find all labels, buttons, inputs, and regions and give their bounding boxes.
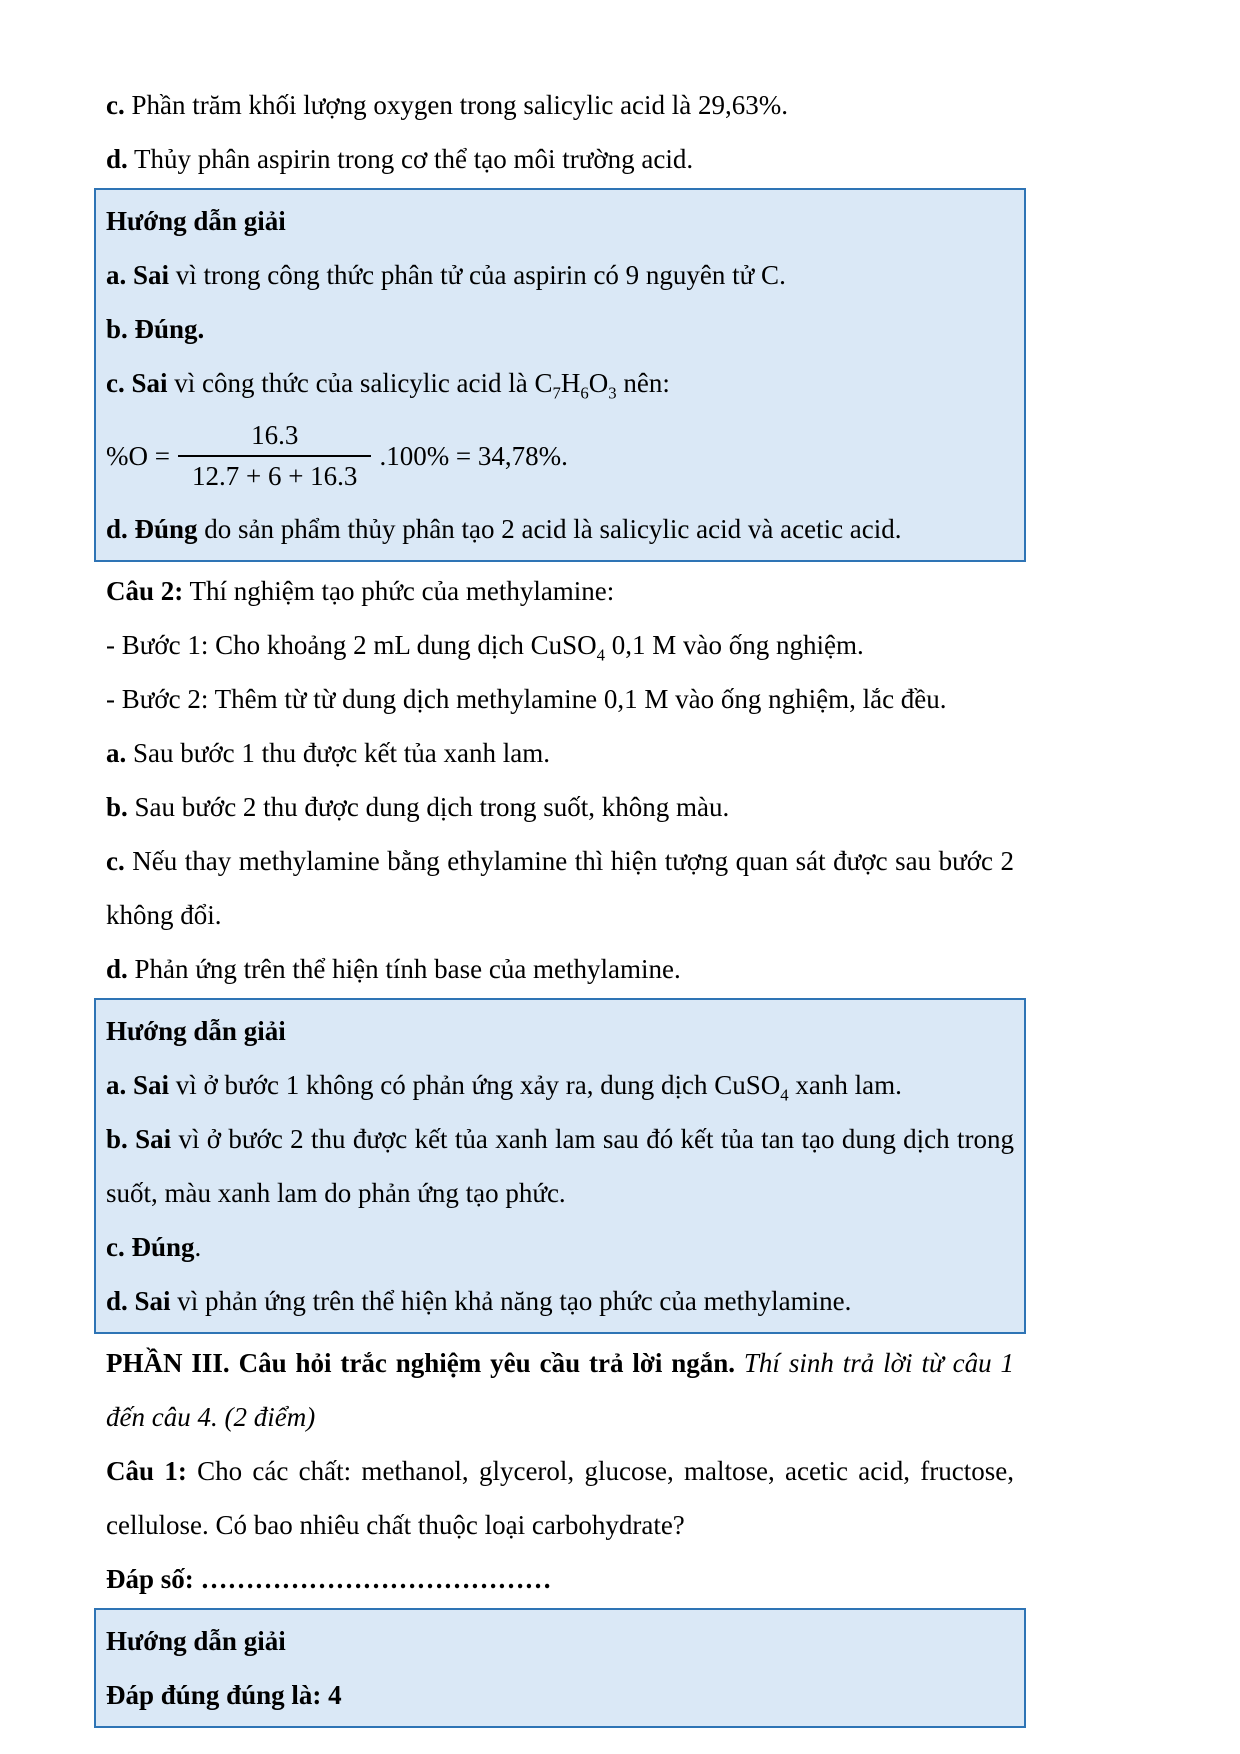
paragraph — [106, 1220, 1014, 1274]
paragraph — [106, 78, 1014, 132]
fraction — [178, 416, 371, 496]
solution-box — [94, 188, 1026, 562]
text-run: vì phản ứng trên thể hiện khả năng tạo phức của methylamine. — [170, 1286, 852, 1317]
text-run: c. Sai — [106, 368, 168, 398]
text-run: vì ở bước 2 thu được kết tủa xanh lam sau đó kết tủa tan tạo dung dịch trong suốt, màu xanh lam do phản ứng tạo phức. — [106, 1124, 1014, 1209]
text-run: Nếu thay methylamine bằng ethylamine thì hiện tượng quan sát được sau bước 2 không đổi. — [106, 846, 1014, 931]
paragraph — [106, 502, 1014, 556]
text-run: Sau bước 1 thu được kết tủa xanh lam. — [126, 738, 550, 769]
text-run: Phản ứng trên thể hiện tính base của methylamine. — [127, 954, 681, 985]
text-run: b. Đúng. — [106, 314, 205, 344]
text-run: c. Đúng — [106, 1232, 195, 1263]
paragraph — [106, 356, 1014, 410]
text-run: Hướng dẫn giải — [106, 1626, 286, 1657]
paragraph — [106, 1058, 1014, 1112]
paragraph — [106, 834, 1014, 942]
section-heading — [106, 1336, 1014, 1444]
text-run: vì công thức của salicylic acid là C — [167, 368, 553, 398]
text-run: Thủy phân aspirin trong cơ thể tạo môi trường acid. — [127, 144, 694, 174]
solution-title — [106, 194, 1014, 248]
text-run: a. — [106, 738, 127, 769]
text-run: vì ở bước 1 không có phản ứng xảy ra, dung dịch CuSO — [169, 1070, 781, 1101]
paragraph — [106, 302, 1014, 356]
text-run: a. Sai — [106, 260, 170, 290]
paragraph — [106, 618, 1014, 672]
text-run: xanh lam. — [788, 1070, 902, 1101]
paragraph — [106, 726, 1014, 780]
fraction-denominator: 12.7 + 6 + 16.3 — [178, 455, 371, 496]
paragraph — [106, 248, 1014, 302]
text-run: - Bước 1: Cho khoảng 2 mL dung dịch CuSO — [106, 630, 597, 661]
text-run: d. Đúng — [106, 514, 198, 545]
text-run: d. — [106, 954, 128, 985]
text-run: H — [560, 368, 581, 398]
paragraph — [106, 672, 1014, 726]
text-run: - Bước 2: Thêm từ từ dung dịch methylamine 0,1 M vào ống nghiệm, lắc đều. — [106, 684, 947, 715]
formula-lead: %O = — [106, 440, 170, 471]
text-run: nên: — [616, 368, 670, 398]
paragraph — [106, 132, 1014, 186]
text-run: a. Sai — [106, 1070, 170, 1101]
subscript: 6 — [580, 383, 589, 403]
text-run: Câu 2: — [106, 576, 184, 607]
subscript: 3 — [608, 383, 617, 403]
document-body — [106, 78, 1014, 1728]
solution-title — [106, 1004, 1014, 1058]
subscript: 4 — [596, 645, 606, 665]
text-run: b. Sai — [106, 1124, 172, 1155]
paragraph — [106, 942, 1014, 996]
text-run: Thí sinh trả lời từ câu 1 đến câu 4. (2 điểm) — [106, 1348, 1014, 1433]
text-run: Sau bước 2 thu được dung dịch trong suốt, không màu. — [127, 792, 730, 823]
text-run: c. — [106, 90, 125, 120]
text-run: d. Sai — [106, 1286, 171, 1317]
text-run: c. — [106, 846, 125, 877]
answer-line — [106, 1552, 1014, 1606]
subscript: 7 — [552, 383, 561, 403]
paragraph — [106, 1112, 1014, 1220]
math-formula — [106, 416, 1014, 496]
fraction-numerator: 16.3 — [251, 420, 299, 450]
text-run: Hướng dẫn giải — [106, 206, 286, 236]
solution-box — [94, 998, 1026, 1334]
text-run: PHẦN III. Câu hỏi trắc nghiệm yêu cầu trả lời ngắn. — [106, 1348, 735, 1379]
paragraph — [106, 1444, 1014, 1552]
solution-box — [94, 1608, 1026, 1728]
text-run: Phần trăm khối lượng oxygen trong salicylic acid là 29,63%. — [124, 90, 789, 120]
paragraph — [106, 1274, 1014, 1328]
paragraph — [106, 780, 1014, 834]
subscript: 4 — [780, 1085, 789, 1105]
text-run: Đáp số: ………………………………… — [106, 1564, 552, 1595]
text-run: Câu 1: — [106, 1456, 187, 1487]
text-run: do sản phẩm thủy phân tạo 2 acid là salicylic acid và acetic acid. — [197, 514, 902, 545]
paragraph — [106, 1668, 1014, 1722]
text-run: . — [194, 1232, 202, 1263]
text-run: d. — [106, 144, 128, 174]
text-run: vì trong công thức phân tử của aspirin có 9 nguyên tử C. — [169, 260, 786, 290]
text-run: b. — [106, 792, 128, 823]
text-run: O — [588, 368, 609, 398]
text-run: Thí nghiệm tạo phức của methylamine: — [183, 576, 615, 607]
text-run: Đáp đúng đúng là: 4 — [106, 1680, 342, 1711]
text-run: Cho các chất: methanol, glycerol, glucose, maltose, acetic acid, fructose, cellulose. Có bao nhiêu chất thuộc loại carbohydrate? — [106, 1456, 1014, 1541]
formula-suffix: .100% = 34,78%. — [379, 440, 568, 471]
text-run: Hướng dẫn giải — [106, 1016, 286, 1047]
text-run: 0,1 M vào ống nghiệm. — [605, 630, 864, 661]
paragraph — [106, 564, 1014, 618]
solution-title — [106, 1614, 1014, 1668]
